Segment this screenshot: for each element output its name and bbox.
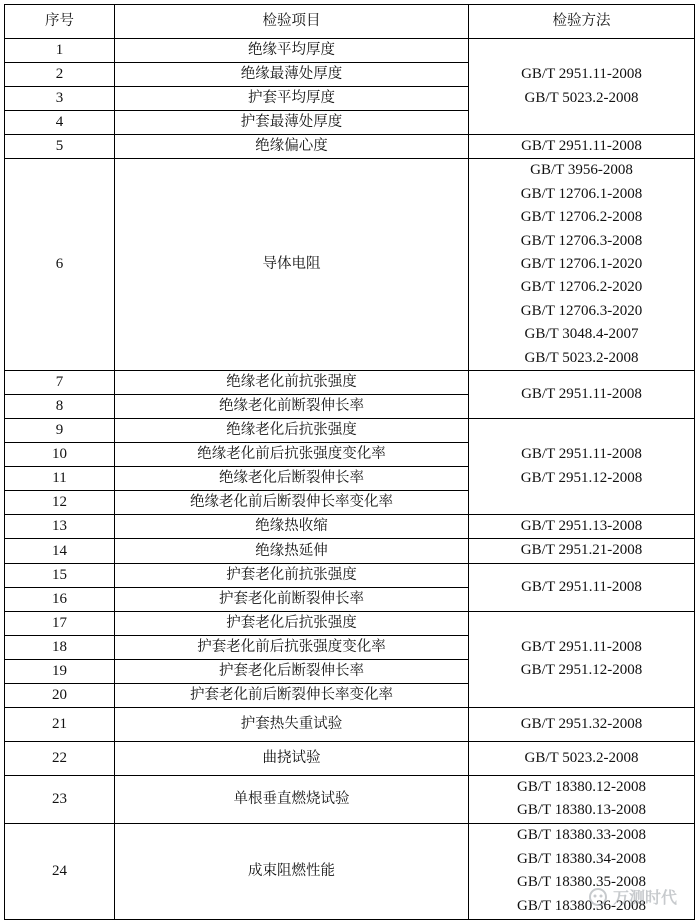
table-row (5, 419, 695, 443)
row-number: 11 (5, 467, 115, 491)
header-no: 序号 (5, 5, 115, 39)
inspection-item: 护套老化前抗张强度 (115, 563, 469, 587)
method-standard: GB/T 18380.35-2008 (517, 874, 646, 891)
header-method: 检验方法 (469, 5, 695, 39)
table-row (5, 741, 695, 775)
method-standard: GB/T 2951.12-2008 (520, 469, 643, 486)
table-row (5, 775, 695, 823)
method-cell (469, 515, 695, 539)
row-number: 10 (5, 443, 115, 467)
method-cell (469, 539, 695, 563)
method-cell (469, 371, 695, 419)
watermark-text: 万测时代 (612, 888, 677, 907)
inspection-document (4, 4, 695, 920)
method-standard: GB/T 18380.12-2008 (517, 778, 646, 795)
table-row (5, 823, 695, 919)
table-row (5, 563, 695, 587)
inspection-item: 导体电阻 (115, 159, 469, 371)
inspection-item: 绝缘最薄处厚度 (115, 63, 469, 87)
method-standard: GB/T 2951.11-2008 (521, 638, 642, 655)
row-number: 16 (5, 587, 115, 611)
row-number: 5 (5, 135, 115, 159)
inspection-item: 绝缘热收缩 (115, 515, 469, 539)
method-cell (469, 611, 695, 707)
method-standard: GB/T 2951.11-2008 (521, 138, 642, 154)
method-cell (469, 39, 695, 135)
inspection-item: 护套老化前后抗张强度变化率 (115, 635, 469, 659)
method-standard: GB/T 2951.32-2008 (520, 715, 643, 732)
row-number: 6 (5, 159, 115, 371)
method-standard: GB/T 18380.13-2008 (517, 802, 646, 819)
header-item: 检验项目 (115, 5, 469, 39)
row-number: 2 (5, 63, 115, 87)
row-number: 8 (5, 395, 115, 419)
method-standard: GB/T 12706.2-2020 (520, 279, 643, 296)
row-number: 3 (5, 87, 115, 111)
inspection-item: 绝缘热延伸 (115, 539, 469, 563)
method-standard: GB/T 2951.21-2008 (520, 542, 643, 559)
table-row (5, 39, 695, 63)
row-number: 21 (5, 707, 115, 741)
row-number: 7 (5, 371, 115, 395)
row-number: 13 (5, 515, 115, 539)
table-row (5, 371, 695, 395)
inspection-table (4, 4, 695, 920)
table-row (5, 707, 695, 741)
table-row (5, 515, 695, 539)
inspection-item: 护套老化前断裂伸长率 (115, 587, 469, 611)
inspection-item: 单根垂直燃烧试验 (115, 775, 469, 823)
row-number: 4 (5, 111, 115, 135)
method-standard: GB/T 12706.1-2020 (520, 256, 643, 273)
inspection-item: 护套老化后抗张强度 (115, 611, 469, 635)
method-standard: GB/T 2951.13-2008 (520, 518, 643, 535)
inspection-item: 绝缘老化后断裂伸长率 (115, 467, 469, 491)
inspection-item: 绝缘平均厚度 (115, 39, 469, 63)
inspection-item: 绝缘偏心度 (115, 135, 469, 159)
row-number: 18 (5, 635, 115, 659)
method-cell (469, 563, 695, 611)
method-standard: GB/T 2951.11-2008 (521, 578, 642, 595)
method-cell (469, 823, 695, 919)
row-number: 17 (5, 611, 115, 635)
row-number: 20 (5, 683, 115, 707)
method-cell (469, 741, 695, 775)
method-standard: GB/T 3048.4-2007 (524, 326, 639, 343)
row-number: 23 (5, 775, 115, 823)
inspection-item: 护套最薄处厚度 (115, 111, 469, 135)
row-number: 14 (5, 539, 115, 563)
method-cell (469, 419, 695, 515)
row-number: 12 (5, 491, 115, 515)
inspection-item: 绝缘老化前抗张强度 (115, 371, 469, 395)
row-number: 19 (5, 659, 115, 683)
row-number: 15 (5, 563, 115, 587)
table-row (5, 159, 695, 371)
inspection-item: 绝缘老化前断裂伸长率 (115, 395, 469, 419)
method-standard: GB/T 5023.2-2008 (524, 349, 639, 366)
method-cell (469, 775, 695, 823)
method-cell (469, 707, 695, 741)
table-row (5, 611, 695, 635)
inspection-item: 护套平均厚度 (115, 87, 469, 111)
header-row (5, 5, 695, 39)
inspection-item: 曲挠试验 (115, 741, 469, 775)
inspection-item: 绝缘老化后抗张强度 (115, 419, 469, 443)
method-standard: GB/T 5023.2-2008 (524, 89, 639, 106)
inspection-item: 绝缘老化前后抗张强度变化率 (115, 443, 469, 467)
method-standard: GB/T 2951.11-2008 (521, 385, 642, 402)
method-standard: GB/T 18380.34-2008 (517, 850, 646, 867)
method-standard: GB/T 12706.1-2008 (520, 185, 643, 202)
method-standard: GB/T 2951.11-2008 (521, 446, 642, 463)
table-row (5, 135, 695, 159)
method-standard: GB/T 18380.33-2008 (517, 827, 646, 844)
inspection-item: 护套老化前后断裂伸长率变化率 (115, 683, 469, 707)
method-standard: GB/T 2951.11-2008 (521, 66, 642, 83)
inspection-item: 护套老化后断裂伸长率 (115, 659, 469, 683)
method-standard: GB/T 2951.12-2008 (520, 662, 643, 679)
method-standard: GB/T 12706.3-2008 (520, 232, 643, 249)
row-number: 1 (5, 39, 115, 63)
table-row (5, 539, 695, 563)
inspection-item: 成束阻燃性能 (115, 823, 469, 919)
inspection-item: 护套热失重试验 (115, 707, 469, 741)
inspection-item: 绝缘老化前后断裂伸长率变化率 (115, 491, 469, 515)
method-cell (469, 135, 695, 159)
row-number: 22 (5, 741, 115, 775)
method-standard: GB/T 12706.2-2008 (520, 209, 643, 226)
method-standard: GB/T 18380.36-2008 (517, 897, 646, 914)
method-standard: GB/T 5023.2-2008 (524, 749, 639, 766)
method-cell (469, 159, 695, 371)
row-number: 9 (5, 419, 115, 443)
method-standard: GB/T 12706.3-2020 (520, 302, 643, 319)
row-number: 24 (5, 823, 115, 919)
method-standard: GB/T 3956-2008 (530, 162, 633, 179)
